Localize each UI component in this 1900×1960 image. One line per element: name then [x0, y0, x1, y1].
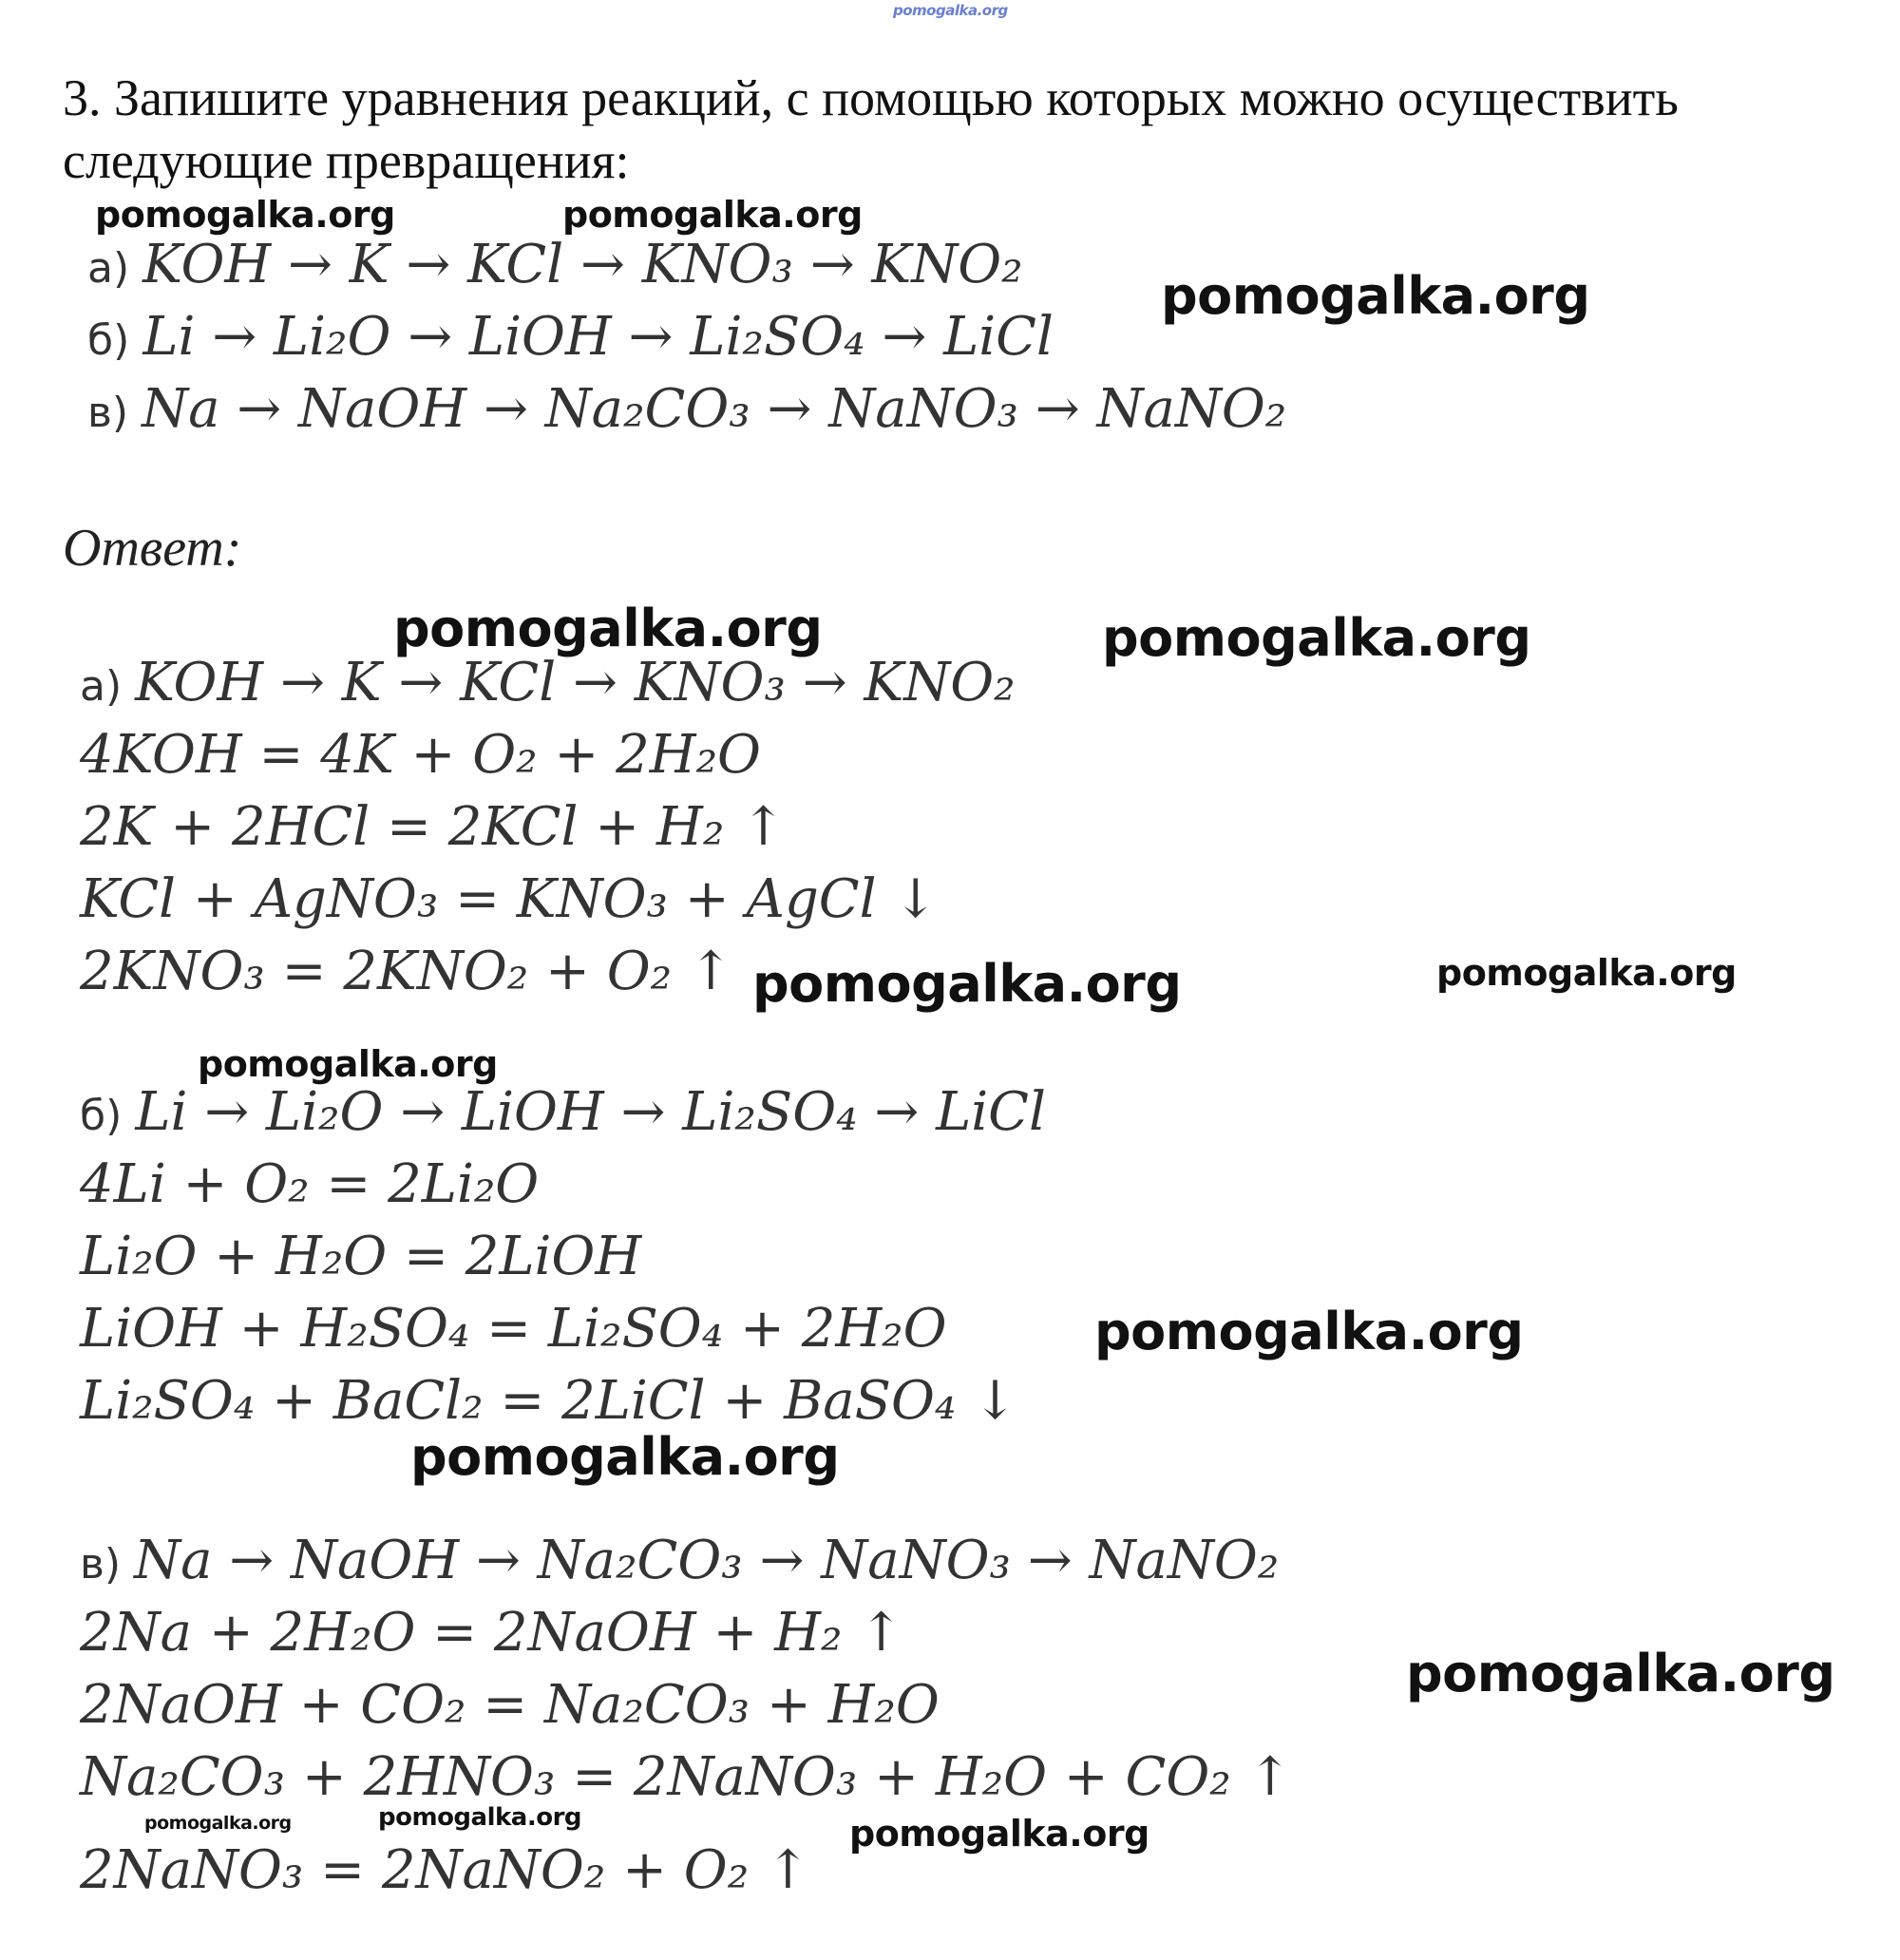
equation: 2KNO₃ = 2KNO₂ + O₂ ↑ [80, 941, 733, 1002]
answer-chain-b [80, 1081, 1046, 1143]
task-chain-c [87, 378, 1286, 440]
chain-label: в) [87, 389, 129, 437]
equation: LiOH + H₂SO₄ = Li₂SO₄ + 2H₂O [80, 1298, 947, 1360]
watermark: pomogalka.org [849, 1813, 1150, 1855]
chain-label: а) [80, 662, 123, 711]
equation: 4KOH = 4K + O₂ + 2H₂O [80, 724, 761, 786]
answer-chain-c [80, 1530, 1279, 1591]
watermark: pomogalka.org [393, 599, 823, 658]
equation: 4Li + O₂ = 2Li₂O [80, 1153, 540, 1215]
equation: Li₂SO₄ + BaCl₂ = 2LiCl + BaSO₄ ↓ [80, 1370, 1018, 1432]
equation: 2NaNO₃ = 2NaNO₂ + O₂ ↑ [80, 1839, 810, 1901]
watermark: pomogalka.org [1161, 266, 1590, 326]
chain-formula: Li → Li₂O → LiOH → Li₂SO₄ → LiCl [135, 1081, 1046, 1143]
watermark: pomogalka.org [144, 1813, 292, 1834]
chain-label: б) [80, 1092, 123, 1140]
watermark: pomogalka.org [198, 1043, 498, 1085]
equation: Na₂CO₃ + 2HNO₃ = 2NaNO₃ + H₂O + CO₂ ↑ [80, 1746, 1293, 1808]
task-chain-a [87, 234, 1023, 295]
chain-label: б) [87, 316, 130, 365]
watermark: pomogalka.org [893, 2, 1008, 19]
equation: 2NaOH + CO₂ = Na₂CO₃ + H₂O [80, 1674, 940, 1736]
watermark: pomogalka.org [95, 194, 395, 236]
task-text: 3. Запишите уравнения реакций, с помощью которых можно осуществить следующие превращения: [63, 69, 1679, 189]
equation: 2K + 2HCl = 2KCl + H₂ ↑ [80, 796, 786, 858]
equation: 2Na + 2H₂O = 2NaOH + H₂ ↑ [80, 1602, 904, 1664]
watermark: pomogalka.org [1406, 1644, 1835, 1703]
chain-formula: KOH → K → KCl → KNO₃ → KNO₂ [135, 652, 1016, 714]
chain-formula: Na → NaOH → Na₂CO₃ → NaNO₃ → NaNO₂ [142, 378, 1287, 440]
answer-heading: Ответ: [63, 519, 242, 578]
watermark: pomogalka.org [1102, 608, 1531, 668]
watermark: pomogalka.org [752, 954, 1182, 1014]
task-chain-b [87, 306, 1054, 368]
watermark: pomogalka.org [562, 194, 863, 236]
equation: KCl + AgNO₃ = KNO₃ + AgCl ↓ [80, 868, 939, 930]
chain-formula: Na → NaOH → Na₂CO₃ → NaNO₃ → NaNO₂ [134, 1530, 1280, 1591]
watermark: pomogalka.org [410, 1427, 840, 1487]
chain-formula: Li → Li₂O → LiOH → Li₂SO₄ → LiCl [142, 306, 1054, 368]
watermark: pomogalka.org [1436, 952, 1737, 994]
chain-label: в) [80, 1540, 122, 1589]
chain-formula: KOH → K → KCl → KNO₃ → KNO₂ [142, 234, 1023, 295]
answer-chain-a [80, 652, 1016, 714]
equation: Li₂O + H₂O = 2LiOH [80, 1226, 642, 1287]
watermark: pomogalka.org [1094, 1302, 1524, 1361]
chain-label: а) [87, 244, 130, 293]
watermark: pomogalka.org [378, 1803, 582, 1832]
